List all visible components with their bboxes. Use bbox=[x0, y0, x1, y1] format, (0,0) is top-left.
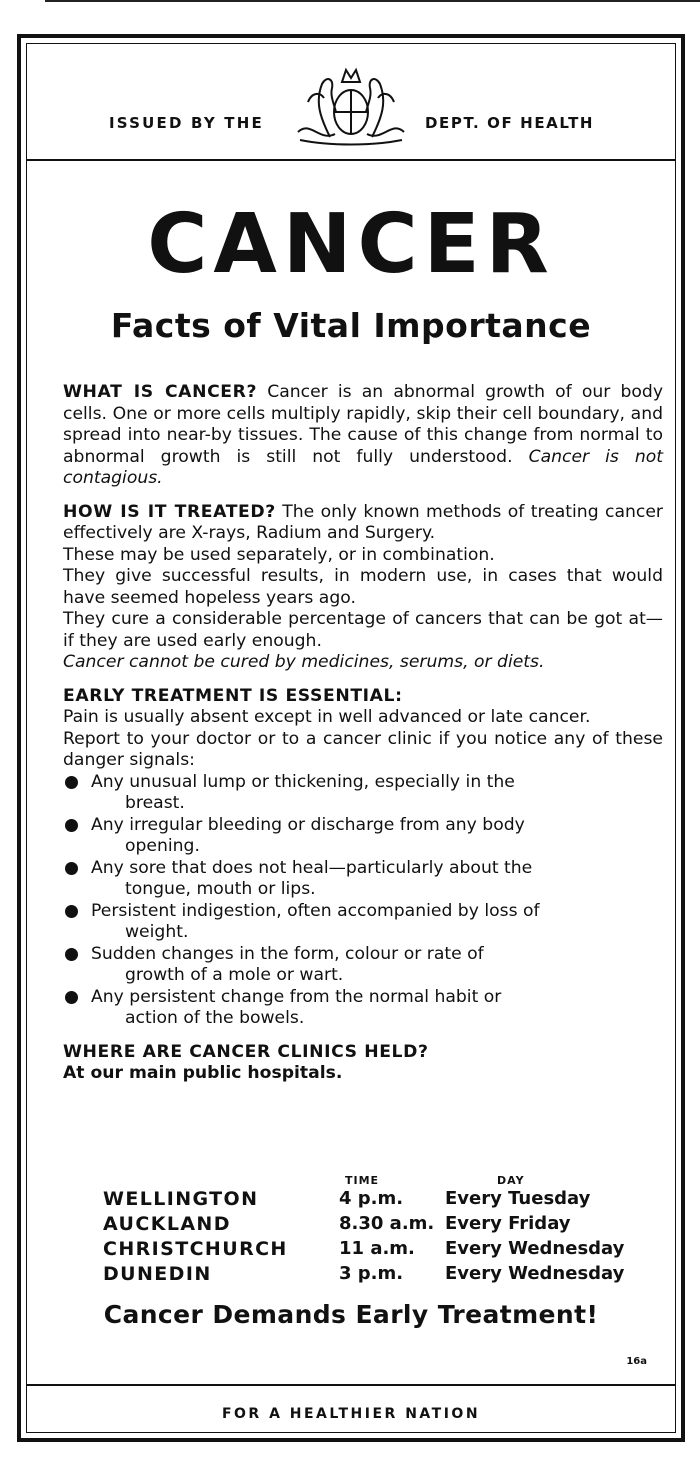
danger-signals-list bbox=[63, 772, 663, 1030]
list-item: Sudden changes in the form, colour or rate of growth of a mole or wart. bbox=[63, 944, 663, 987]
table-row bbox=[103, 1213, 663, 1237]
main-title: CANCER bbox=[147, 197, 555, 292]
footer-divider bbox=[27, 1384, 675, 1386]
list-item: Any unusual lump or thickening, especially in the breast. bbox=[63, 772, 663, 815]
clinic-time: 4 p.m. bbox=[339, 1188, 404, 1209]
not-contagious-text: Cancer is not contagious. bbox=[63, 446, 664, 488]
day-column-header: DAY bbox=[497, 1174, 525, 1187]
bullet-dot-icon bbox=[65, 862, 78, 875]
top-rule bbox=[45, 0, 700, 2]
early-line-1: Pain is usually absent except in well advanced or late cancer. bbox=[63, 707, 591, 727]
time-column-header: TIME bbox=[345, 1174, 380, 1187]
cannot-be-cured-text: Cancer cannot be cured by medicines, serums, or diets. bbox=[63, 652, 545, 672]
table-row bbox=[103, 1188, 663, 1212]
list-item: Any sore that does not heal—particularly about the tongue, mouth or lips. bbox=[63, 858, 663, 901]
what-is-cancer-heading: WHAT IS CANCER? bbox=[63, 382, 258, 402]
clinic-city: WELLINGTON bbox=[103, 1188, 259, 1210]
footer-text: FOR A HEALTHIER NATION bbox=[221, 1406, 481, 1422]
clinic-day: Every Friday bbox=[445, 1213, 571, 1234]
poster-inner-frame bbox=[26, 43, 676, 1433]
treated-line-3: They give successful results, in modern use, in cases that would have seemed hopeless years ago. bbox=[63, 566, 663, 608]
how-treated-heading: HOW IS IT TREATED? bbox=[63, 501, 276, 522]
clinic-time: 8.30 a.m. bbox=[339, 1213, 435, 1234]
clinic-time: 3 p.m. bbox=[339, 1263, 404, 1284]
bullet-dot-icon bbox=[65, 948, 78, 961]
list-item: Any persistent change from the normal habit or action of the bowels. bbox=[63, 987, 663, 1030]
list-item: Persistent indigestion, often accompanied by loss of weight. bbox=[63, 901, 663, 944]
bullet-dot-icon bbox=[65, 776, 78, 789]
how-treated-para bbox=[63, 502, 663, 545]
clinics-heading: WHERE ARE CANCER CLINICS HELD? bbox=[63, 1041, 429, 1062]
poster-header bbox=[27, 44, 675, 161]
bullet-dot-icon bbox=[65, 905, 78, 918]
what-is-cancer-para bbox=[63, 382, 663, 490]
how-treated-text: The only known methods of treating cancer effectively are X-rays, Radium and Surgery. bbox=[63, 501, 663, 543]
table-row bbox=[103, 1263, 663, 1287]
dept-of-health-text: DEPT. OF HEALTH bbox=[425, 114, 595, 132]
bullet-dot-icon bbox=[65, 991, 78, 1004]
what-is-cancer-text: Cancer is an abnormal growth of our body cells. One or more cells multiply rapidly, skip their cell boundary, and spread into near-by tissues. The cause of this change from normal to abnormal growth is still not fully understood. bbox=[63, 382, 664, 467]
slogan: Cancer Demands Early Treatment! bbox=[103, 1300, 599, 1329]
treated-line-2: These may be used separately, or in combination. bbox=[63, 544, 495, 565]
body-content bbox=[63, 382, 663, 1085]
clinic-city: AUCKLAND bbox=[103, 1213, 231, 1235]
clinic-time: 11 a.m. bbox=[339, 1238, 415, 1259]
clinic-city: CHRISTCHURCH bbox=[103, 1238, 288, 1260]
coat-of-arms-icon bbox=[290, 62, 412, 148]
clinic-city: DUNEDIN bbox=[103, 1263, 212, 1285]
treated-line-4: They cure a considerable percentage of cancers that can be got at—if they are used early enough. bbox=[63, 609, 663, 651]
early-line-2: Report to your doctor or to a cancer clinic if you notice any of these danger signals: bbox=[63, 728, 663, 770]
subtitle: Facts of Vital Importance bbox=[110, 306, 592, 345]
table-row bbox=[103, 1238, 663, 1262]
clinic-day: Every Tuesday bbox=[445, 1188, 591, 1209]
issued-by-text: ISSUED BY THE bbox=[109, 114, 264, 132]
poster-frame bbox=[17, 34, 685, 1442]
clinic-day: Every Wednesday bbox=[445, 1238, 625, 1259]
list-item: Any irregular bleeding or discharge from any body opening. bbox=[63, 815, 663, 858]
bullet-dot-icon bbox=[65, 819, 78, 832]
early-treatment-heading: EARLY TREATMENT IS ESSENTIAL: bbox=[63, 685, 403, 706]
clinic-day: Every Wednesday bbox=[445, 1263, 625, 1284]
print-code: 16a bbox=[626, 1356, 647, 1367]
clinics-intro: At our main public hospitals. bbox=[63, 1063, 343, 1083]
